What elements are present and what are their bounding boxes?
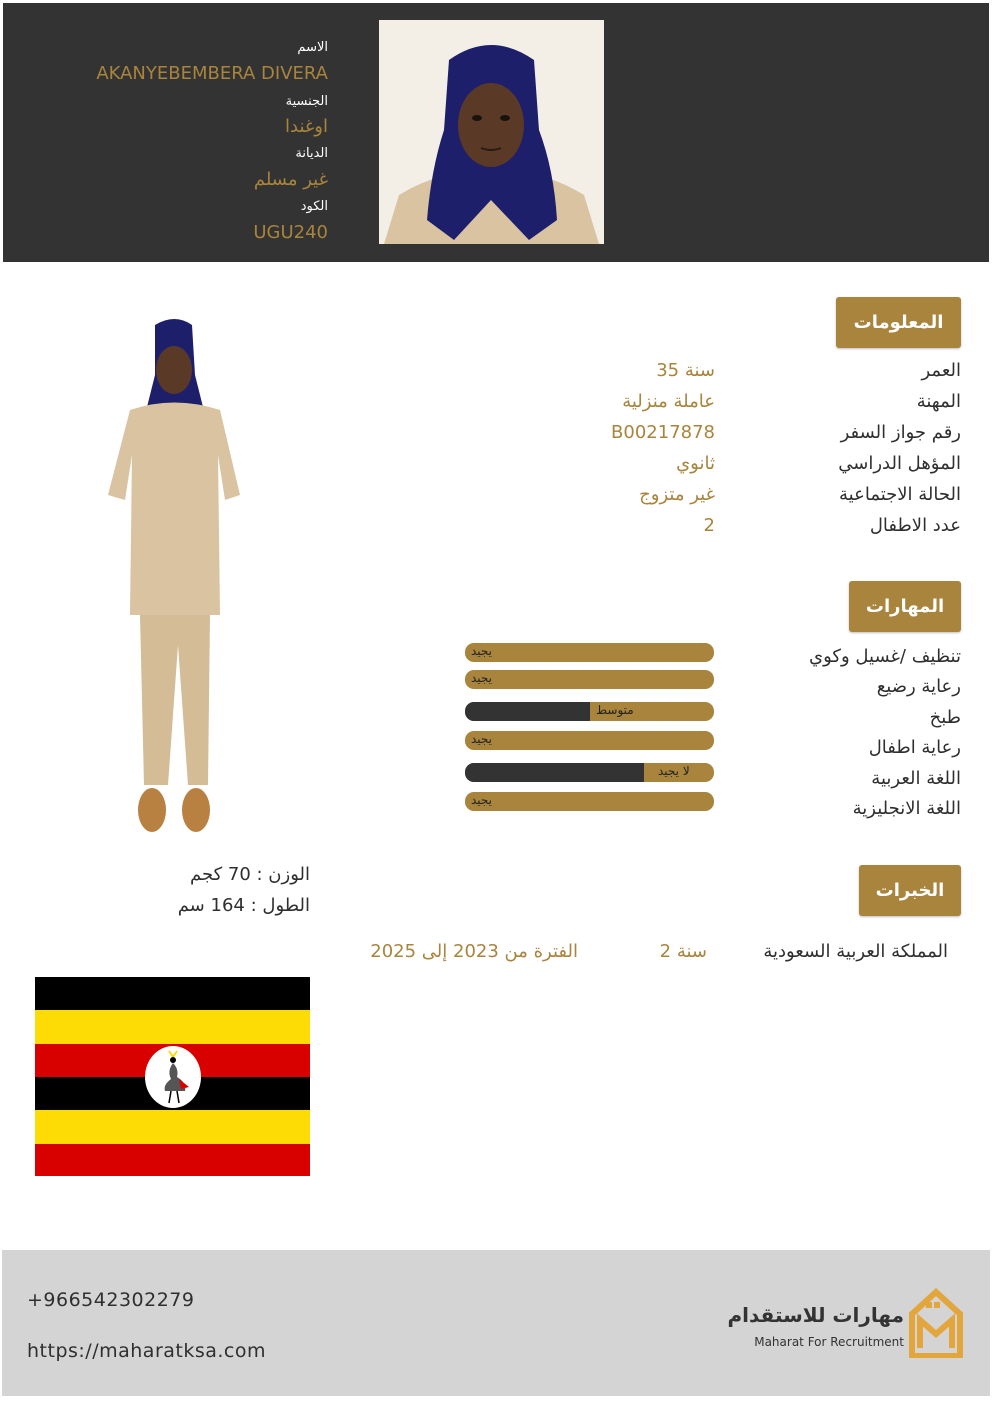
info-label: المهنة (916, 391, 961, 412)
skill-level-text: متوسط (596, 703, 634, 717)
skill-level-text: يجيد (471, 644, 493, 658)
logo-english-text: Maharat For Recruitment (754, 1335, 904, 1349)
info-value: B00217878 (611, 422, 715, 443)
code-value: UGU240 (253, 222, 328, 243)
skill-level-text: يجيد (471, 671, 493, 685)
skill-label: اللغة العربية (871, 768, 961, 789)
info-section-title: المعلومات (836, 297, 961, 348)
skill-level-text: يجيد (471, 793, 493, 807)
skill-bar-unfilled (465, 702, 590, 721)
skill-level-bar (465, 763, 714, 782)
candidate-name: AKANYEBEMBERA DIVERA (96, 63, 328, 84)
info-label: المؤهل الدراسي (838, 453, 961, 474)
info-label: رقم جواز السفر (840, 422, 961, 443)
height-value: الطول : 164 سم (177, 895, 310, 916)
info-value: عاملة منزلية (622, 391, 715, 412)
info-label: عدد الاطفال (869, 515, 961, 536)
logo-arabic-text: مهارات للاستقدام (727, 1303, 904, 1327)
skill-level-bar (465, 702, 714, 721)
full-body-photo (100, 315, 250, 835)
skills-section-title: المهارات (849, 581, 961, 632)
info-value: 35 سنة (656, 360, 715, 381)
skill-label: اللغة الانجليزية (852, 798, 961, 819)
skill-level-bar (465, 643, 714, 662)
weight-value: الوزن : 70 كجم (190, 864, 310, 885)
skill-label: تنظيف /غسيل وكوي (809, 646, 961, 667)
skill-label: رعاية اطفال (868, 737, 961, 758)
portrait-photo (379, 20, 604, 244)
experience-section-title: الخبرات (859, 865, 961, 916)
nationality-value: اوغندا (285, 116, 328, 137)
nationality-label: الجنسية (285, 94, 328, 109)
skill-level-text: يجيد (471, 732, 493, 746)
skill-level-bar (465, 731, 714, 750)
info-value: ثانوي (676, 453, 715, 474)
name-label: الاسم (297, 40, 328, 55)
experience-period: الفترة من 2023 إلى 2025 (370, 941, 578, 962)
house-logo-icon (906, 1288, 966, 1358)
uganda-flag (35, 977, 310, 1176)
crane-emblem (143, 1045, 203, 1109)
religion-value: غير مسلم (253, 169, 328, 190)
skill-level-bar (465, 792, 714, 811)
skill-label: رعاية رضيع (876, 676, 961, 697)
skill-label: طبخ (929, 707, 961, 728)
skill-level-bar (465, 670, 714, 689)
website-link[interactable]: https://maharatksa.com (27, 1340, 267, 1362)
info-label: العمر (921, 360, 961, 381)
info-label: الحالة الاجتماعية (839, 484, 961, 505)
religion-label: الديانة (295, 146, 328, 161)
info-value: 2 (703, 515, 715, 536)
info-value: غير متزوج (639, 484, 715, 505)
phone-number[interactable]: +966542302279 (27, 1289, 195, 1311)
skill-level-text: لا يجيد (658, 764, 690, 778)
skill-bar-unfilled (465, 763, 644, 782)
company-logo (727, 1288, 969, 1360)
experience-country: المملكة العربية السعودية (763, 941, 948, 962)
code-label: الكود (300, 199, 328, 214)
experience-duration: 2 سنة (659, 941, 707, 962)
